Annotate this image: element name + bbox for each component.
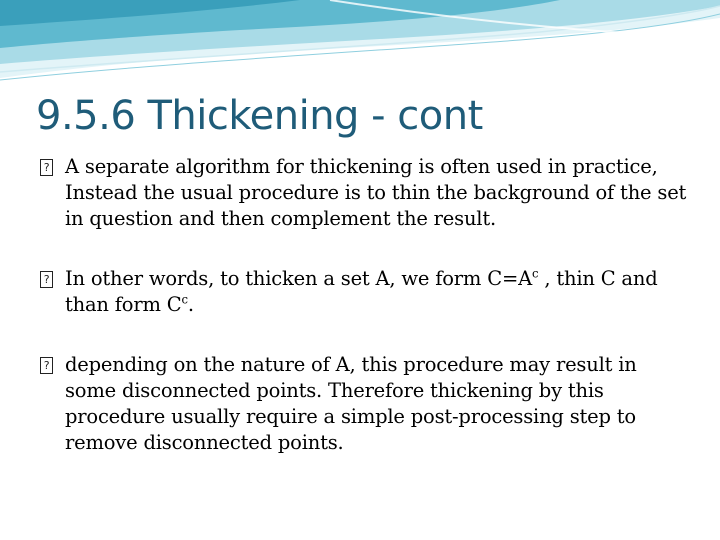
missing-glyph-box-icon: ?: [40, 159, 53, 176]
missing-glyph-box-icon: ?: [40, 357, 53, 374]
bullet-marker: [40, 266, 62, 292]
bullet-text-part-a: In other words, to thicken a set A, we form C=A: [65, 267, 532, 290]
bullet-text-part-b: , thin C and than form C: [65, 267, 658, 316]
bullet-marker: [40, 352, 62, 378]
bullet-item-2: [40, 266, 690, 318]
bullet-item-3: [40, 352, 690, 456]
bullet-text-part-c: .: [187, 293, 194, 316]
bullet-text: A separate algorithm for thickening is often used in practice, Instead the usual procedure is to thin the background of the set in question and then complement the result.: [65, 155, 687, 230]
bullet-text: depending on the nature of A, this procedure may result in some disconnected points. Therefore thickening by this procedure usually require a simple post-processing step to remove disconnected points.: [65, 353, 637, 454]
superscript-c: c: [181, 292, 188, 307]
bullet-list: [40, 154, 690, 456]
header-wave-decoration: [0, 0, 720, 90]
slide-title: 9.5.6 Thickening - cont: [36, 93, 483, 139]
superscript-c: c: [531, 266, 539, 281]
bullet-marker: [40, 154, 62, 180]
missing-glyph-box-icon: ?: [40, 271, 53, 288]
bullet-item-1: [40, 154, 690, 232]
